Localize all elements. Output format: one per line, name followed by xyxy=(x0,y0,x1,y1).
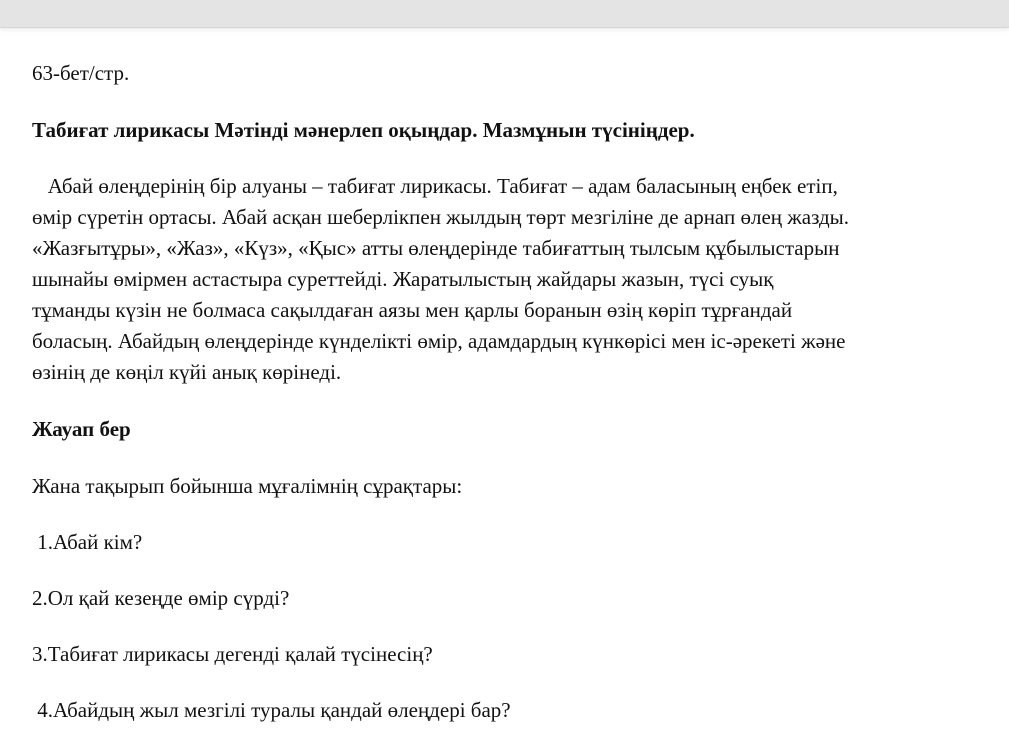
paragraph-line: тұманды күзін не болмаса сақылдаған аязы мен қарлы боранын өзің көріп тұрғандай xyxy=(32,298,793,322)
question-3: 3.Табиғат лирикасы дегенді қалай түсінесің? xyxy=(32,642,433,666)
question-4: 4.Абайдың жыл мезгілі туралы қандай өлеңдері бар? xyxy=(32,698,511,722)
paragraph-line: Абай өлеңдерінің бір алуаны – табиғат лирикасы. Табиғат – адам баласының еңбек етіп, xyxy=(32,174,838,198)
questions-intro: Жана тақырып бойынша мұғалімнің сұрақтары: xyxy=(32,474,463,498)
question-1: 1.Абай кім? xyxy=(32,530,143,554)
paragraph-line: шынайы өмірмен астастыра суреттейді. Жаратылыстың жайдары жазын, түсі суық xyxy=(32,267,774,291)
section-heading: Табиғат лирикасы Мәтінді мәнерлеп оқыңдар. Мазмұнын түсініңдер. xyxy=(32,118,695,142)
top-toolbar xyxy=(0,0,1009,28)
paragraph-line: өмір сүретін ортасы. Абай асқан шеберлікпен жылдың төрт мезгіліне де арнап өлең жазды. xyxy=(32,205,850,229)
paragraph-line: «Жазғытұры», «Жаз», «Күз», «Қыс» атты өлеңдерінде табиғаттың тылсым құбылыстарын xyxy=(32,236,840,260)
answer-heading: Жауап бер xyxy=(32,417,131,441)
paragraph-line: өзінің де көңіл күйі анық көрінеді. xyxy=(32,360,342,384)
question-2: 2.Ол қай кезеңде өмір сүрді? xyxy=(32,586,290,610)
page-reference: 63-бет/стр. xyxy=(32,61,130,85)
paragraph-line: боласың. Абайдың өлеңдерінде күнделікті өмір, адамдардың күнкөрісі мен іс-әрекеті және xyxy=(32,329,846,353)
body-paragraph xyxy=(32,171,982,388)
